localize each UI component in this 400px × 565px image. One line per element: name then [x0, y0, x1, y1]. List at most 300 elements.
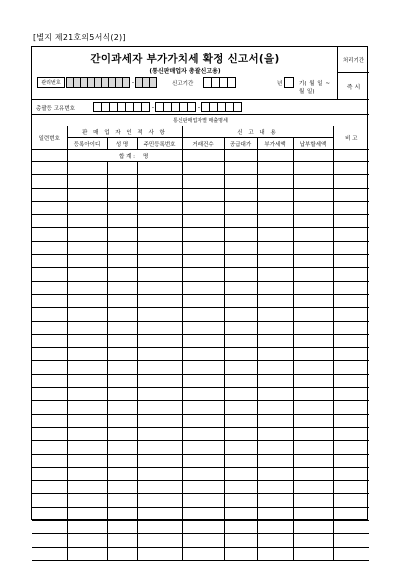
table-cell[interactable]: [224, 228, 257, 241]
table-cell[interactable]: [67, 374, 107, 387]
table-cell[interactable]: [182, 467, 224, 480]
table-cell[interactable]: [107, 175, 137, 188]
table-cell[interactable]: [333, 521, 369, 534]
table-cell[interactable]: [224, 215, 257, 228]
processing-period-box: [338, 47, 369, 99]
table-cell[interactable]: [107, 188, 137, 201]
table-cell[interactable]: [67, 308, 107, 321]
table-cell[interactable]: [224, 494, 257, 507]
table-cell[interactable]: [182, 228, 224, 241]
table-cell[interactable]: [67, 348, 107, 361]
table-cell[interactable]: [107, 361, 137, 374]
table-cell[interactable]: [67, 228, 107, 241]
table-cell[interactable]: [67, 361, 107, 374]
table-cell[interactable]: [182, 441, 224, 454]
table-cell[interactable]: [257, 481, 293, 494]
table-cell[interactable]: [107, 414, 137, 427]
year-label: 년: [277, 81, 283, 87]
table-cell[interactable]: [224, 547, 257, 560]
table-cell[interactable]: [107, 162, 137, 175]
table-cell[interactable]: [333, 454, 369, 467]
table-cell[interactable]: [32, 241, 67, 254]
table-cell[interactable]: [67, 401, 107, 414]
table-cell[interactable]: [333, 334, 369, 347]
table-row: [32, 467, 369, 480]
report-content-header: 신 고 내 용: [182, 126, 333, 138]
table-cell[interactable]: [32, 388, 67, 401]
table-cell[interactable]: [257, 268, 293, 281]
table-cell[interactable]: [137, 374, 182, 387]
table-cell[interactable]: [137, 467, 182, 480]
table-cell[interactable]: [67, 507, 107, 520]
table-cell[interactable]: [137, 521, 182, 534]
table-cell[interactable]: [107, 481, 137, 494]
table-cell[interactable]: [333, 228, 369, 241]
table-cell[interactable]: [137, 268, 182, 281]
table-cell[interactable]: [224, 308, 257, 321]
table-cell[interactable]: [224, 361, 257, 374]
table-cell[interactable]: [182, 255, 224, 268]
table-cell[interactable]: [293, 521, 333, 534]
table-cell[interactable]: [224, 321, 257, 334]
table-cell[interactable]: [107, 215, 137, 228]
table-cell[interactable]: [182, 401, 224, 414]
table-cell[interactable]: [333, 268, 369, 281]
table-cell[interactable]: [182, 281, 224, 294]
digit-box[interactable]: [141, 102, 150, 112]
table-cell[interactable]: [137, 241, 182, 254]
table-cell[interactable]: [224, 281, 257, 294]
table-cell[interactable]: [32, 547, 67, 560]
table-cell[interactable]: [293, 321, 333, 334]
table-cell[interactable]: [32, 334, 67, 347]
table-cell[interactable]: [107, 494, 137, 507]
table-row: [32, 308, 369, 321]
table-cell[interactable]: [224, 175, 257, 188]
table-cell[interactable]: [67, 414, 107, 427]
table-cell[interactable]: [182, 294, 224, 307]
table-cell[interactable]: [107, 507, 137, 520]
table-cell[interactable]: [107, 321, 137, 334]
table-cell[interactable]: [137, 547, 182, 560]
table-cell[interactable]: [137, 281, 182, 294]
table-cell[interactable]: [257, 308, 293, 321]
table-cell[interactable]: [67, 241, 107, 254]
digit-box[interactable]: [227, 77, 236, 88]
table-cell[interactable]: [107, 388, 137, 401]
table-cell[interactable]: [107, 281, 137, 294]
table-cell[interactable]: [107, 201, 137, 214]
table-cell[interactable]: [293, 241, 333, 254]
table-cell[interactable]: [182, 454, 224, 467]
table-cell[interactable]: [257, 255, 293, 268]
table-cell[interactable]: [333, 294, 369, 307]
table-cell[interactable]: [293, 481, 333, 494]
table-cell[interactable]: [257, 241, 293, 254]
table-cell[interactable]: [32, 321, 67, 334]
table-cell[interactable]: [293, 201, 333, 214]
table-cell[interactable]: [293, 494, 333, 507]
table-cell[interactable]: [224, 241, 257, 254]
table-cell[interactable]: [182, 361, 224, 374]
table-cell[interactable]: [257, 188, 293, 201]
form-frame: [31, 46, 368, 520]
table-cell[interactable]: [107, 348, 137, 361]
table-cell[interactable]: [333, 241, 369, 254]
table-cell[interactable]: [224, 414, 257, 427]
table-cell[interactable]: [137, 188, 182, 201]
table-cell[interactable]: [182, 268, 224, 281]
digit-box[interactable]: [122, 77, 130, 88]
table-cell[interactable]: [32, 361, 67, 374]
table-cell[interactable]: [182, 201, 224, 214]
table-cell[interactable]: [32, 188, 67, 201]
table-cell[interactable]: [32, 441, 67, 454]
table-cell[interactable]: [293, 441, 333, 454]
table-cell[interactable]: [257, 374, 293, 387]
table-cell[interactable]: [293, 401, 333, 414]
table-cell[interactable]: [107, 534, 137, 547]
table-cell[interactable]: [67, 321, 107, 334]
table-cell[interactable]: [137, 361, 182, 374]
table-cell[interactable]: [182, 215, 224, 228]
table-cell[interactable]: [182, 162, 224, 175]
table-cell[interactable]: [293, 454, 333, 467]
table-cell[interactable]: [67, 521, 107, 534]
table-cell[interactable]: [32, 348, 67, 361]
table-cell[interactable]: [224, 374, 257, 387]
table-cell[interactable]: [137, 507, 182, 520]
table-cell[interactable]: [293, 162, 333, 175]
table-cell[interactable]: [293, 255, 333, 268]
table-cell[interactable]: [293, 334, 333, 347]
table-cell[interactable]: [224, 268, 257, 281]
table-cell[interactable]: [257, 175, 293, 188]
table-cell[interactable]: [333, 215, 369, 228]
report-term-field[interactable]: [285, 77, 294, 88]
table-cell[interactable]: [333, 534, 369, 547]
table-cell[interactable]: [333, 441, 369, 454]
table-cell[interactable]: [137, 321, 182, 334]
table-cell[interactable]: [182, 334, 224, 347]
table-cell[interactable]: [257, 294, 293, 307]
table-cell[interactable]: [67, 481, 107, 494]
table-cell[interactable]: [107, 454, 137, 467]
table-cell[interactable]: [32, 507, 67, 520]
table-cell[interactable]: [257, 467, 293, 480]
table-cell[interactable]: [32, 228, 67, 241]
table-cell[interactable]: [182, 374, 224, 387]
column-header: 거래건수: [182, 138, 224, 150]
table-cell[interactable]: [32, 401, 67, 414]
table-cell[interactable]: [293, 427, 333, 440]
table-cell[interactable]: [257, 534, 293, 547]
table-cell[interactable]: [224, 334, 257, 347]
table-cell[interactable]: [257, 521, 293, 534]
table-cell[interactable]: [182, 414, 224, 427]
table-cell[interactable]: [257, 494, 293, 507]
table-cell[interactable]: [107, 401, 137, 414]
table-cell[interactable]: [257, 334, 293, 347]
table-cell[interactable]: [182, 308, 224, 321]
table-cell[interactable]: [333, 374, 369, 387]
table-cell[interactable]: [293, 175, 333, 188]
table-cell[interactable]: [293, 414, 333, 427]
table-cell[interactable]: [137, 162, 182, 175]
table-cell[interactable]: [182, 481, 224, 494]
table-cell[interactable]: [224, 294, 257, 307]
table-cell[interactable]: [32, 521, 67, 534]
table-cell[interactable]: [67, 547, 107, 560]
dash-separator: -: [131, 79, 135, 86]
report-period-label: 신고기간: [172, 81, 194, 87]
table-cell[interactable]: [293, 547, 333, 560]
table-cell[interactable]: [67, 175, 107, 188]
table-cell[interactable]: [67, 534, 107, 547]
table-cell[interactable]: [224, 534, 257, 547]
table-cell[interactable]: [224, 401, 257, 414]
table-cell[interactable]: [107, 374, 137, 387]
table-cell[interactable]: [32, 308, 67, 321]
table-cell[interactable]: [182, 321, 224, 334]
table-cell[interactable]: [182, 427, 224, 440]
table-cell[interactable]: [224, 255, 257, 268]
table-cell[interactable]: [32, 201, 67, 214]
table-cell[interactable]: [182, 175, 224, 188]
table-cell[interactable]: [257, 281, 293, 294]
table-cell[interactable]: [67, 281, 107, 294]
table-cell[interactable]: [137, 348, 182, 361]
table-cell[interactable]: [107, 268, 137, 281]
table-row: [32, 321, 369, 334]
table-cell[interactable]: [333, 467, 369, 480]
table-cell[interactable]: [293, 215, 333, 228]
table-cell[interactable]: [67, 334, 107, 347]
table-cell[interactable]: [67, 255, 107, 268]
table-cell[interactable]: [107, 427, 137, 440]
table-cell[interactable]: [67, 467, 107, 480]
table-cell[interactable]: [257, 401, 293, 414]
table-cell[interactable]: [333, 507, 369, 520]
table-cell[interactable]: [182, 188, 224, 201]
table-cell[interactable]: [257, 201, 293, 214]
table-cell[interactable]: [137, 201, 182, 214]
table-cell[interactable]: [224, 201, 257, 214]
table-cell[interactable]: [107, 294, 137, 307]
table-cell[interactable]: [257, 361, 293, 374]
table-cell[interactable]: [224, 521, 257, 534]
table-cell[interactable]: [257, 348, 293, 361]
table-cell[interactable]: [224, 441, 257, 454]
table-cell[interactable]: [182, 388, 224, 401]
table-cell[interactable]: [32, 454, 67, 467]
table-cell[interactable]: [257, 454, 293, 467]
table-cell[interactable]: [333, 188, 369, 201]
table-cell[interactable]: [333, 481, 369, 494]
table-cell[interactable]: [137, 427, 182, 440]
table-cell[interactable]: [182, 507, 224, 520]
table-cell[interactable]: [293, 281, 333, 294]
table-cell[interactable]: [257, 215, 293, 228]
table-cell[interactable]: [333, 175, 369, 188]
table-cell[interactable]: [293, 388, 333, 401]
table-cell[interactable]: [32, 268, 67, 281]
table-cell[interactable]: [32, 494, 67, 507]
table-cell[interactable]: [107, 441, 137, 454]
table-cell[interactable]: [107, 255, 137, 268]
table-cell[interactable]: [67, 201, 107, 214]
table-cell[interactable]: [257, 162, 293, 175]
table-cell[interactable]: [32, 467, 67, 480]
table-cell[interactable]: [32, 281, 67, 294]
table-cell[interactable]: [137, 454, 182, 467]
table-cell[interactable]: [67, 162, 107, 175]
table-row: [32, 215, 369, 228]
table-cell[interactable]: [67, 494, 107, 507]
table-cell[interactable]: [257, 388, 293, 401]
table-cell[interactable]: [224, 467, 257, 480]
table-cell[interactable]: [257, 427, 293, 440]
table-cell[interactable]: [32, 162, 67, 175]
registration-number-field[interactable]: [94, 102, 242, 113]
table-cell[interactable]: [333, 361, 369, 374]
table-cell[interactable]: [257, 228, 293, 241]
table-cell[interactable]: [293, 374, 333, 387]
table-cell[interactable]: [257, 507, 293, 520]
table-cell[interactable]: [137, 401, 182, 414]
digit-box[interactable]: [233, 102, 242, 112]
table-cell[interactable]: [137, 175, 182, 188]
table-cell[interactable]: [32, 255, 67, 268]
table-cell[interactable]: [293, 507, 333, 520]
table-cell[interactable]: [333, 348, 369, 361]
table-cell[interactable]: [293, 534, 333, 547]
table-cell[interactable]: [293, 308, 333, 321]
table-cell[interactable]: [67, 188, 107, 201]
table-cell[interactable]: [137, 481, 182, 494]
table-cell[interactable]: [107, 467, 137, 480]
table-cell[interactable]: [32, 534, 67, 547]
table-cell[interactable]: [67, 454, 107, 467]
table-cell[interactable]: [257, 547, 293, 560]
table-cell[interactable]: [67, 441, 107, 454]
table-cell[interactable]: [32, 427, 67, 440]
table-cell[interactable]: [333, 308, 369, 321]
dash-separator: -: [197, 104, 201, 111]
table-cell[interactable]: [257, 441, 293, 454]
table-cell[interactable]: [32, 374, 67, 387]
table-row: [32, 507, 369, 520]
table-cell[interactable]: [182, 521, 224, 534]
table-cell[interactable]: [182, 494, 224, 507]
table-cell[interactable]: [224, 188, 257, 201]
table-cell[interactable]: [137, 534, 182, 547]
digit-box[interactable]: [187, 102, 196, 112]
digit-box[interactable]: [284, 77, 294, 88]
table-cell[interactable]: [32, 414, 67, 427]
table-cell[interactable]: [293, 294, 333, 307]
table-cell[interactable]: [224, 454, 257, 467]
table-cell[interactable]: [137, 494, 182, 507]
table-cell[interactable]: [32, 215, 67, 228]
management-number-field[interactable]: [67, 77, 157, 88]
table-cell[interactable]: [333, 321, 369, 334]
table-cell[interactable]: [182, 547, 224, 560]
table-cell[interactable]: [137, 294, 182, 307]
table-cell[interactable]: [137, 388, 182, 401]
table-cell[interactable]: [224, 427, 257, 440]
table-row: [32, 547, 369, 560]
table-cell[interactable]: [67, 294, 107, 307]
table-cell[interactable]: [333, 414, 369, 427]
table-cell[interactable]: [107, 334, 137, 347]
remarks-header: 비 고: [333, 126, 369, 150]
table-cell[interactable]: [333, 401, 369, 414]
table-cell[interactable]: [333, 201, 369, 214]
table-row: [32, 534, 369, 547]
table-cell[interactable]: [333, 255, 369, 268]
table-cell[interactable]: [333, 388, 369, 401]
table-cell[interactable]: [293, 361, 333, 374]
table-cell[interactable]: [293, 268, 333, 281]
table-cell[interactable]: [333, 162, 369, 175]
table-cell[interactable]: [293, 348, 333, 361]
table-row: [32, 374, 369, 387]
table-cell[interactable]: [333, 547, 369, 560]
table-cell[interactable]: [67, 268, 107, 281]
table-cell[interactable]: [182, 241, 224, 254]
table-cell[interactable]: [333, 281, 369, 294]
table-cell[interactable]: [224, 481, 257, 494]
table-cell[interactable]: [293, 228, 333, 241]
table-cell[interactable]: [107, 521, 137, 534]
table-cell[interactable]: [137, 414, 182, 427]
table-cell[interactable]: [32, 294, 67, 307]
table-cell[interactable]: [107, 228, 137, 241]
table-cell[interactable]: [293, 467, 333, 480]
table-cell[interactable]: [333, 427, 369, 440]
table-cell[interactable]: [182, 534, 224, 547]
table-cell[interactable]: [224, 388, 257, 401]
table-cell[interactable]: [137, 308, 182, 321]
report-year-field[interactable]: [204, 77, 236, 88]
table-cell[interactable]: [293, 188, 333, 201]
table-cell[interactable]: [32, 481, 67, 494]
table-cell[interactable]: [137, 334, 182, 347]
digit-box[interactable]: [149, 77, 157, 88]
table-cell[interactable]: [107, 547, 137, 560]
table-cell[interactable]: [32, 175, 67, 188]
table-cell[interactable]: [107, 241, 137, 254]
table-cell[interactable]: [333, 494, 369, 507]
form-title: 간이과세자 부가가치세 확정 신고서(을): [90, 53, 280, 65]
table-cell[interactable]: [224, 162, 257, 175]
table-cell[interactable]: [257, 321, 293, 334]
table-cell[interactable]: [67, 215, 107, 228]
table-cell[interactable]: [182, 348, 224, 361]
table-cell[interactable]: [67, 427, 107, 440]
table-row: [32, 255, 369, 268]
table-cell[interactable]: [137, 215, 182, 228]
table-cell[interactable]: [224, 348, 257, 361]
table-cell[interactable]: [224, 507, 257, 520]
table-cell[interactable]: [137, 255, 182, 268]
table-cell[interactable]: [257, 414, 293, 427]
table-cell[interactable]: [67, 388, 107, 401]
table-cell[interactable]: [137, 228, 182, 241]
table-cell[interactable]: [137, 441, 182, 454]
table-cell[interactable]: [107, 308, 137, 321]
